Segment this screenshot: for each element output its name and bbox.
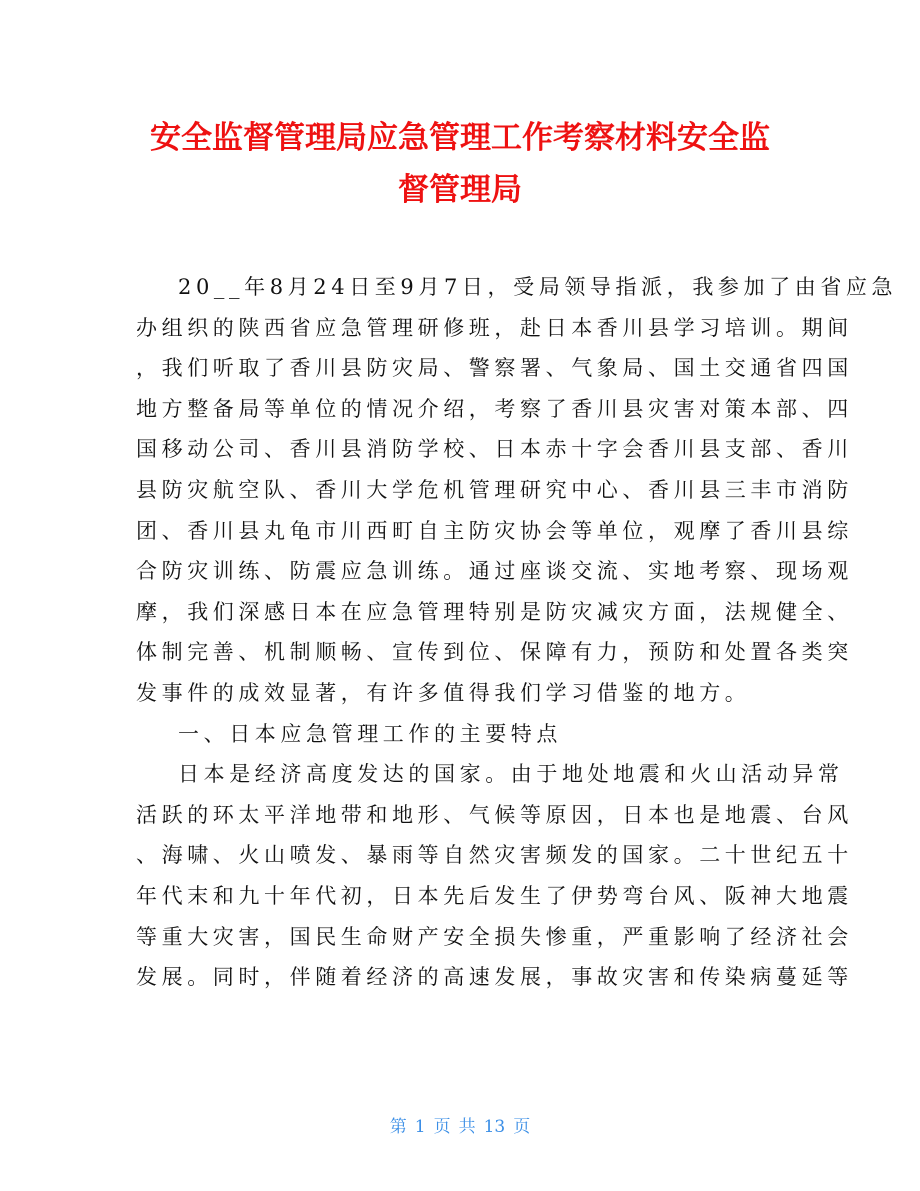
- paragraph-line: 体制完善、机制顺畅、宣传到位、保障有力，预防和处置各类突: [136, 640, 853, 665]
- page-footer: [0, 1112, 920, 1137]
- current-page-number: 1: [414, 1117, 426, 1137]
- paragraph-line: 合防灾训练、防震应急训练。通过座谈交流、实地考察、现场观: [136, 559, 853, 584]
- paragraph-line: 县防灾航空队、香川大学危机管理研究中心、香川县三丰市消防: [136, 477, 853, 502]
- paragraph-line: 发展。同时，伴随着经济的高速发展，事故灾害和传染病蔓延等: [136, 965, 853, 990]
- document-body: [136, 267, 898, 998]
- footer-suffix: 页: [513, 1117, 531, 1137]
- document-title: [130, 112, 790, 216]
- paragraph-line: 团、香川县丸龟市川西町自主防灾协会等单位，观摩了香川县综: [136, 518, 853, 543]
- paragraph-line: 国移动公司、香川县消防学校、日本赤十字会香川县支部、香川: [136, 437, 853, 462]
- paragraph-line: ，我们听取了香川县防灾局、警察署、气象局、国土交通省四国: [136, 356, 853, 381]
- title-line-1: 安全监督管理局应急管理工作考察材料安全监: [150, 120, 770, 156]
- paragraph-line: 日本是经济高度发达的国家。由于地处地震和火山活动异常: [178, 762, 844, 787]
- footer-prefix: 第: [389, 1117, 407, 1137]
- footer-page-unit: 页: [433, 1117, 451, 1137]
- paragraph-line: 等重大灾害，国民生命财产安全损失惨重，严重影响了经济社会: [136, 924, 853, 949]
- paragraph-line: 发事件的成效显著，有许多值得我们学习借鉴的地方。: [136, 680, 751, 705]
- footer-total-label: 共: [458, 1117, 476, 1137]
- paragraph-line: 办组织的陕西省应急管理研修班，赴日本香川县学习培训。期间: [136, 315, 853, 340]
- paragraph-line: 活跃的环太平洋地带和地形、气候等原因，日本也是地震、台风: [136, 802, 853, 827]
- paragraph-line: 地方整备局等单位的情况介绍，考察了香川县灾害对策本部、四: [136, 396, 853, 421]
- total-pages-number: 13: [483, 1117, 506, 1137]
- title-line-2: 督管理局: [398, 172, 522, 208]
- paragraph-line: 摩，我们深感日本在应急管理特别是防灾减灾方面，法规健全、: [136, 599, 853, 624]
- section-heading: 一、日本应急管理工作的主要特点: [178, 721, 562, 746]
- paragraph-line: 、海啸、火山喷发、暴雨等自然灾害频发的国家。二十世纪五十: [136, 843, 853, 868]
- paragraph-line: 年代末和九十年代初，日本先后发生了伊势弯台风、阪神大地震: [136, 883, 853, 908]
- paragraph-line: 20__年8月24日至9月7日，受局领导指派，我参加了由省应急: [178, 275, 898, 299]
